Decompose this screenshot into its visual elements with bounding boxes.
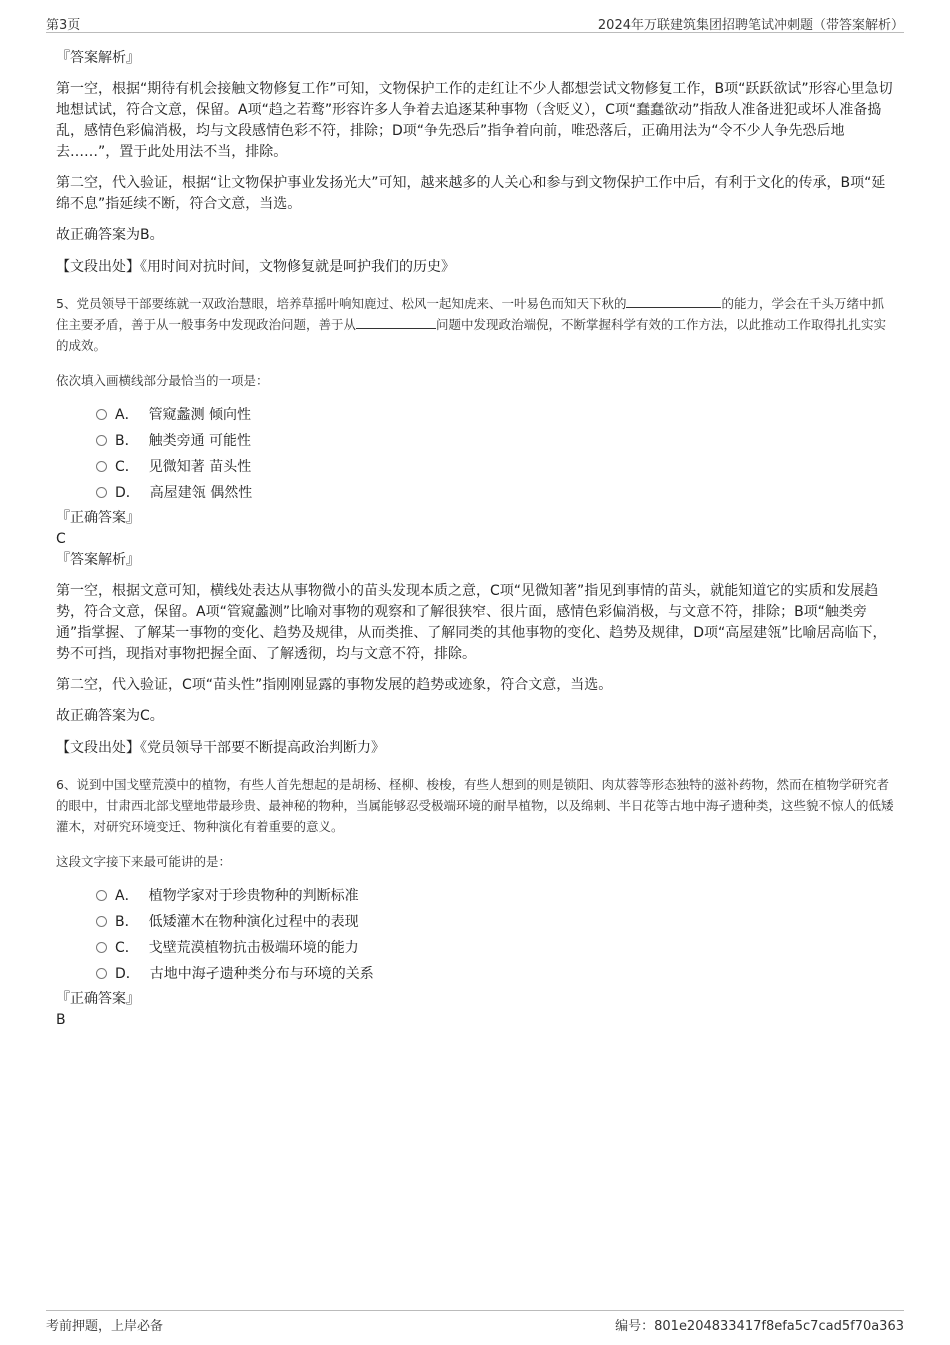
analysis-paragraph: 第二空，代入验证，C项“苗头性”指刚刚显露的事物发展的趋势或迹象，符合文意，当选。 — [56, 677, 613, 693]
document-id: 编号：801e204833417f8efa5c7cad5f70a363 — [615, 1319, 904, 1334]
conclusion: 故正确答案为B。 — [56, 227, 164, 243]
analysis-paragraph: 第二空，代入验证，根据“让文物保护事业发扬光大”可知，越来越多的人关心和参与到文物保护工作中后，有利于文化的传承，B项“延绵不息”指延续不断，符合文意，当选。 — [56, 175, 886, 212]
radio-icon[interactable] — [96, 942, 107, 953]
radio-icon[interactable] — [96, 890, 107, 901]
radio-icon[interactable] — [96, 409, 107, 420]
source-citation: 【文段出处】《用时间对抗时间，文物修复就是呵护我们的历史》 — [56, 259, 455, 275]
page-header — [46, 12, 904, 33]
option-c[interactable]: C． 见微知著 苗头性 — [96, 454, 894, 480]
option-a[interactable]: A． 管窥蠡测 倾向性 — [96, 402, 894, 428]
radio-icon[interactable] — [96, 435, 107, 446]
page-footer — [46, 1310, 904, 1333]
conclusion: 故正确答案为C。 — [56, 708, 164, 724]
answer-label: 『正确答案』 — [56, 510, 140, 526]
fill-blank-1 — [626, 293, 721, 308]
main-content — [56, 46, 894, 1031]
answer-label: 『正确答案』 — [56, 991, 140, 1007]
analysis-paragraph: 第一空，根据“期待有机会接触文物修复工作”可知，文物保护工作的走红让不少人都想尝试文物修复工作，B项“跃跃欲试”形容心里急切地想试试，符合文意，保留。A项“趋之若鹜”形容许多人争着去追逐某种事物（含贬义），C项“蠢蠢欲动”指敌人准备进犯或坏人准备捣乱，感情色彩偏消极，均与文段感情色彩不符，排除；D项“争先恐后”指争着向前，唯恐落后，正确用法为“令不少人争先恐后地去……”，置于此处用法不当，排除。 — [56, 81, 893, 160]
radio-icon[interactable] — [96, 968, 107, 979]
question-5-options — [96, 402, 894, 506]
analysis-label: 『答案解析』 — [56, 552, 140, 568]
correct-answer: C — [56, 531, 66, 547]
question-6-prompt: 这段文字接下来最可能讲的是： — [56, 854, 232, 869]
radio-icon[interactable] — [96, 461, 107, 472]
radio-icon[interactable] — [96, 916, 107, 927]
radio-icon[interactable] — [96, 487, 107, 498]
source-citation: 【文段出处】《党员领导干部要不断提高政治判断力》 — [56, 740, 385, 756]
analysis-label: 『答案解析』 — [56, 50, 140, 66]
question-6-stem: 6、说到中国戈壁荒漠中的植物，有些人首先想起的是胡杨、柽柳、梭梭，有些人想到的则是锁阳、肉苁蓉等形态独特的滋补药物，然而在植物学研究者的眼中，甘肃西北部戈壁地带最珍贵、最神秘的物种，当属能够忍受极端环境的耐旱植物，以及绵刺、半日花等古地中海孑遗种类，这些貌不惊人的低矮灌木，对研究环境变迁、物种演化有着重要的意义。 — [56, 777, 894, 834]
page-number: 第3页 — [46, 18, 81, 33]
option-d[interactable]: D． 高屋建瓴 偶然性 — [96, 480, 894, 506]
correct-answer: B — [56, 1012, 66, 1028]
analysis-paragraph: 第一空，根据文意可知，横线处表达从事物微小的苗头发现本质之意，C项“见微知著”指见到事情的苗头，就能知道它的实质和发展趋势，符合文意，保留。A项“管窥蠡测”比喻对事物的观察和了解很狭窄、很片面，感情色彩偏消极，与文意不符，排除；B项“触类旁通”指掌握、了解某一事物的变化、趋势及规律，从而类推、了解同类的其他事物的变化、趋势及规律，D项“高屋建瓴”比喻居高临下，势不可挡，现指对事物把握全面、了解透彻，均与文意不符，排除。 — [56, 583, 887, 662]
option-d[interactable]: D． 古地中海孑遗种类分布与环境的关系 — [96, 961, 894, 987]
question-5-stem: 5、党员领导干部要练就一双政治慧眼，培养草摇叶响知鹿过、松风一起知虎来、一叶易色而知天下秋的 的能力，学会在千头万绪中抓住主要矛盾，善于从一般事务中发现政治问题，善于从 问题中发现政治端倪，不断掌握科学有效的工作方法，以此推动工作取得扎扎实实的成效。 — [56, 293, 894, 356]
option-a[interactable]: A． 植物学家对于珍贵物种的判断标准 — [96, 883, 894, 909]
question-6-options — [96, 883, 894, 987]
option-b[interactable]: B． 触类旁通 可能性 — [96, 428, 894, 454]
question-5-prompt: 依次填入画横线部分最恰当的一项是： — [56, 373, 269, 388]
footer-slogan: 考前押题，上岸必备 — [46, 1319, 164, 1334]
option-c[interactable]: C． 戈壁荒漠植物抗击极端环境的能力 — [96, 935, 894, 961]
option-b[interactable]: B． 低矮灌木在物种演化过程中的表现 — [96, 909, 894, 935]
fill-blank-2 — [356, 314, 436, 329]
document-title: 2024年万联建筑集团招聘笔试冲刺题（带答案解析） — [597, 18, 904, 33]
